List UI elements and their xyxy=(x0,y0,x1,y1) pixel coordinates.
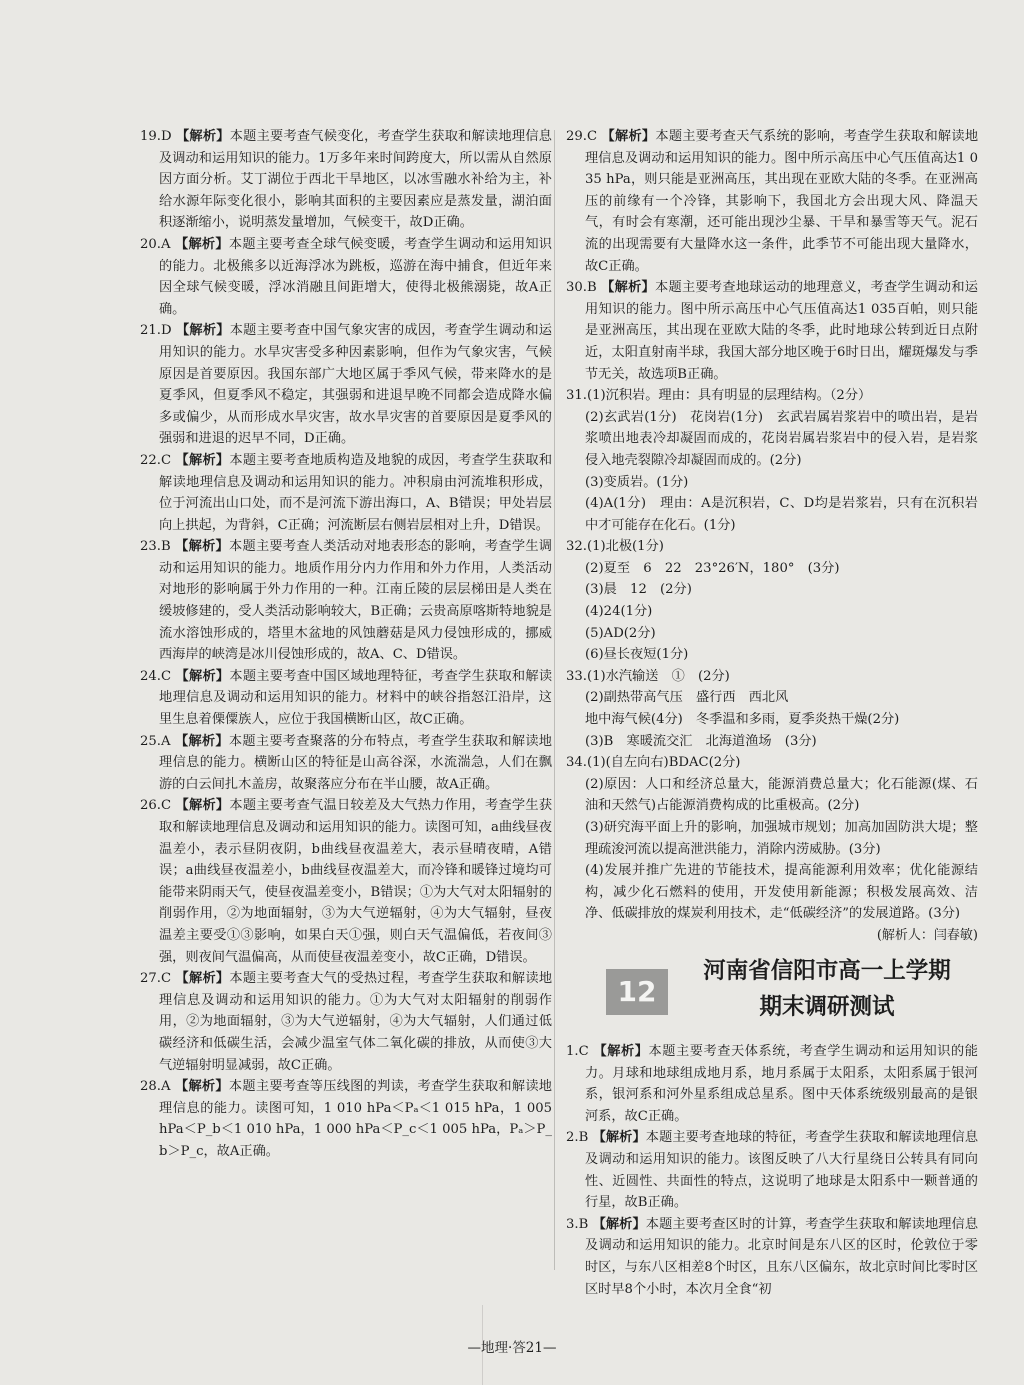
answer-33-part-3: (3)B 寒暖流交汇 北海道渔场 (3分) xyxy=(585,733,817,749)
answer-28: 28.A 【解析】本题主要考查等压线图的判读，考查学生获取和解读地理信息的能力。读图可知，1 010 hPa＜Pₐ＜1 015 hPa，1 005 hPa＜P_b＜1 010 hPa，1 000 hPa＜P_c＜1 005 hPa，Pₐ＞P_b＞P_c，故A正确。 xyxy=(140,1079,552,1159)
author-credit: (解析人：闫春敏) xyxy=(876,927,978,943)
answer-31-part-2: (2)玄武岩(1分) 花岗岩(1分) 玄武岩属岩浆岩中的喷出岩，是岩浆喷出地表冷却凝固而成的，花岗岩属岩浆岩中的侵入岩，是岩浆侵入地壳裂隙冷却凝固而成的。(2分) xyxy=(585,409,978,468)
right-column xyxy=(566,126,978,1300)
section-number-badge: 12 xyxy=(606,969,668,1015)
answer-34-part-1: 34.(1)(自左向右)BDAC(2分) xyxy=(566,755,741,771)
answer-33-part-1: 33.(1)水汽输送 ① (2分) xyxy=(566,668,730,684)
answer-24: 24.C 【解析】本题主要考查中国区域地理特征，考查学生获取和解读地理信息及调动和运用知识的能力。材料中的峡谷指怒江沿岸，这里生息着傈僳族人，应位于我国横断山区，故C正确。 xyxy=(140,668,553,728)
answer-33-part-2b: 地中海气候(4分) 冬季温和多雨，夏季炎热干燥(2分) xyxy=(585,712,900,728)
answer-25: 25.A 【解析】本题主要考查聚落的分布特点，考查学生获取和解读地理信息的能力。横断山区的特征是山高谷深，水流湍急，人们在飘游的白云间扎木盖房，故聚落应分布在半山腰，故A正确。 xyxy=(140,733,552,792)
answer-27: 27.C 【解析】本题主要考查大气的受热过程，考查学生获取和解读地理信息及调动和运用知识的能力。①为大气对太阳辐射的削弱作用，②为地面辐射，③为大气逆辐射，④为大气辐射，人们通过低碳经济和低碳生活，会减少温室气体二氧化碳的排放，从而使③大气逆辐射明显减弱，故C正确。 xyxy=(140,971,553,1073)
section-header xyxy=(566,949,978,1037)
answer-23: 23.B 【解析】本题主要考查人类活动对地表形态的影响，考查学生调动和运用知识的能力。地质作用分内力作用和外力作用，人类活动对地形的影响属于外力作用的一种。江南丘陵的层层梯田是人类在缓坡修建的，受人类活动影响较大，B正确；云贵高原喀斯特地貌是流水溶蚀形成的，塔里木盆地的风蚀蘑菇是风力侵蚀形成的，挪威西海岸的峡湾是冰川侵蚀形成的，故A、C、D错误。 xyxy=(140,539,552,663)
answer-19: 19.D 【解析】本题主要考查气候变化，考查学生获取和解读地理信息及调动和运用知识的能力。1万多年来时间跨度大，所以需从自然原因方面分析。艾丁湖位于西北干旱地区，以冰雪融水补给为主，补给水源年际变化很小，影响其面积的主要因素应是蒸发量，湖泊面积逐渐缩小，说明蒸发量增加，气候变干，故D正确。 xyxy=(140,129,552,231)
answer-26: 26.C 【解析】本题主要考查气温日较差及大气热力作用，考查学生获取和解读地理信息及调动和运用知识的能力。读图可知，a曲线昼夜温差小，表示昼阴夜阴，b曲线昼夜温差大，表示昼晴夜晴，A错误；a曲线昼夜温差小，b曲线昼夜温差大，而冷锋和暖锋过境均可能带来阴雨天气，使昼夜温差变小，B错误；①为大气对太阳辐射的削弱作用，②为地面辐射，③为大气逆辐射，④为大气辐射，昼夜温差主要受①③影响，如果白天①强，则白天气温偏低，若夜间③强，则夜间气温偏高，从而使昼夜温差变小，故C正确，D错误。 xyxy=(140,798,553,965)
answer-32-part-6: (6)昼长夜短(1分) xyxy=(585,647,689,663)
answer-29: 29.C 【解析】本题主要考查天气系统的影响，考查学生获取和解读地理信息及调动和运用知识的能力。图中所示高压中心气压值高达1 035 hPa，则只能是亚洲高压，其出现在亚欧大陆的冬季。在亚洲高压的前缘有一个冷锋，其影响下，我国北方会出现大风、降温天气，有时会有寒潮，还可能出现沙尘暴、干旱和暴雪等天气。泥石流的出现需要有大量降水这一条件，此季节不可能出现大量降水，故C正确。 xyxy=(566,129,979,274)
answer-22: 22.C 【解析】本题主要考查地质构造及地貌的成因，考查学生获取和解读地理信息及调动和运用知识的能力。冲积扇由河流堆积形成，位于河流出山口处，而不是河流下游出海口，A、B错误；甲处岩层向上拱起，为背斜，C正确；河流断层右侧岩层相对上升，D错误。 xyxy=(140,452,553,533)
answer-32-part-3: (3)晨 12 (2分) xyxy=(585,582,692,598)
answer-32-part-5: (5)AD(2分) xyxy=(585,625,656,641)
page-footer: —地理·答21— xyxy=(467,1340,557,1356)
left-column xyxy=(140,126,552,1163)
section-title-line-1: 河南省信阳市高一上学期 xyxy=(703,957,951,984)
answer-20: 20.A 【解析】本题主要考查全球气候变暖，考查学生调动和运用知识的能力。北极熊多以近海浮冰为跳板，巡游在海中捕食，但近年来因全球气候变暖，浮冰消融且间距增大，使得北极熊溺毙，故A正确。 xyxy=(140,236,552,317)
answer-32-part-1: 32.(1)北极(1分) xyxy=(566,539,664,555)
answer-32-part-2: (2)夏至 6 22 23°26′N，180° (3分) xyxy=(585,560,840,576)
answer-31-part-4: (4)A(1分) 理由：A是沉积岩，C、D均是岩浆岩，只有在沉积岩中才可能存在化石。(1分) xyxy=(585,496,978,533)
answer-34-part-2: (2)原因：人口和经济总量大，能源消费总量大；化石能源(煤、石油和天然气)占能源消费构成的比重极高。(2分) xyxy=(585,776,978,814)
section-title-line-2: 期末调研测试 xyxy=(759,993,895,1020)
section-title xyxy=(682,953,972,1025)
column-divider xyxy=(554,130,555,1270)
answer-21: 21.D 【解析】本题主要考查中国气象灾害的成因，考查学生调动和运用知识的能力。水旱灾害受多种因素影响，但作为气象灾害，气候原因是首要原因。我国东部广大地区属于季风气候，带来降水的是夏季风，但夏季风不稳定，其强弱和进退早晚不同都会造成降水偏多或偏少，从而形成水旱灾害，故水旱灾害的首要原因是夏季风的强弱和进退的迟早不同，D正确。 xyxy=(140,323,552,447)
answer-34-part-4: (4)发展并推广先进的节能技术，提高能源利用效率；优化能源结构，减少化石燃料的使用，开发使用新能源；积极发展高效、洁净、低碳排放的煤炭利用技术，走“低碳经济”的发展道路。(3分) xyxy=(585,863,978,922)
answer-31-part-1: 31.(1)沉积岩。理由：具有明显的层理结构。（2分） xyxy=(566,388,872,404)
answer-30: 30.B 【解析】本题主要考查地球运动的地理意义，考查学生调动和运用知识的能力。图中所示高压中心气压值高达1 035百帕，则只能是亚洲高压，其出现在亚欧大陆的冬季，此时地球公转到近日点附近，太阳直射南半球，我国大部分地区晚于6时日出，耀斑爆发与季节无关，故选项B正确。 xyxy=(566,280,978,382)
answer-s12-2: 2.B 【解析】本题主要考查地球的特征，考查学生获取和解读地理信息及调动和运用知识的能力。该图反映了八大行星绕日公转具有同向性、近圆性、共面性的特点，这说明了地球是太阳系中一颗普通的行星，故B正确。 xyxy=(566,1130,979,1211)
answer-s12-3: 3.B 【解析】本题主要考查区时的计算，考查学生获取和解读地理信息及调动和运用知识的能力。北京时间是东八区的区时，伦敦位于零时区，与东八区相差8个时区，且东八区偏东，故北京时间比零时区区时早8个小时，本次月全食“初 xyxy=(566,1216,979,1297)
answer-31-part-3: (3)变质岩。(1分) xyxy=(585,474,689,490)
answer-34-part-3: (3)研究海平面上升的影响，加强城市规划；加高加固防洪大堤；整理疏浚河流以提高泄洪能力，消除内涝威胁。(3分) xyxy=(585,820,978,857)
answer-32-part-4: (4)24(1分) xyxy=(585,604,653,620)
answer-s12-1: 1.C 【解析】本题主要考查天体系统，考查学生调动和运用知识的能力。月球和地球组成地月系，地月系属于太阳系，太阳系属于银河系，银河系和河外星系组成总星系。图中天体系统级别最高的是银河系，故C正确。 xyxy=(566,1043,978,1124)
answer-33-part-2: (2)副热带高气压 盛行西 西北风 xyxy=(585,690,789,706)
